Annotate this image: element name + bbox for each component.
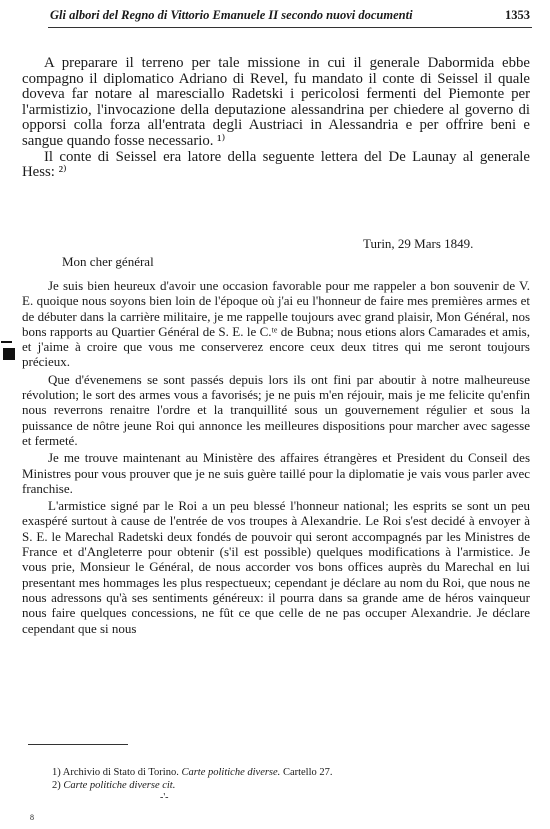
footnote-text: Cartello 27. — [282, 767, 333, 778]
letter-paragraph: Que d'évenemens se sont passés depuis lors ils ont fini par aboutir à notre malheureuse révolution; le sort des armes vous a favorisés; je ne puis m'en réjouir, mais je me felicite qu'enfin nous reverrons renaitre l'ordre et la tranquillité sous un gouvernement régulier et sous la puissance de nôtre jeune Roi qui annonce les meilleures dispositions pour marcher avec sagesse et fermeté. — [22, 371, 530, 448]
body-paragraph: Il conte di Seissel era latore della seguente lettera del De Launay al generale Hess: ²⁾ — [22, 148, 530, 181]
margin-mark — [0, 340, 18, 362]
footnote-text: Archivio di Stato di Torino. — [62, 767, 179, 778]
italian-body — [22, 56, 530, 181]
page-number: 1353 — [505, 8, 530, 22]
footnote-number: 1) — [52, 767, 61, 778]
running-title: Gli albori del Regno di Vittorio Emanuele II secondo nuovi documenti — [50, 8, 413, 22]
body-paragraph: A preparare il terreno per tale missione in cui il generale Dabormida ebbe compagno il diplomatico Adriano di Revel, fu mandato il conte di Seissel il quale doveva far notare al maresciallo Radetski i pericolosi fermenti del Piemonte per l'armistizio, l'invocazione della deputazione alessandrina per chiedere al governo di opporsi colla forza all'entrata degli Austriaci in Alessandria e per offrire beni e sangue quando fosse necessario. ¹⁾ — [22, 55, 530, 149]
french-letter — [22, 278, 530, 636]
letter-dateline: Turin, 29 Mars 1849. — [363, 236, 474, 251]
footnote-number: 2) — [52, 780, 61, 791]
footnote-text-italic: Carte politiche diverse. — [181, 767, 281, 778]
letter-salutation: Mon cher général — [62, 254, 154, 269]
letter-paragraph: Je suis bien heureux d'avoir une occasion favorable pour me rappeler a bon souvenir de V. E. quoique nous soyons bien loin de l'époque où j'ai eu l'honneur de faire mes premières armes et de débuter dans la carrière militaire, je me rappelle toujours avec grand plaisir, Mon Général, nos bons rapports au Quartier Général de S. E. le C.ᵗᵉ de Bubna; nous etions alors Camarades et amis, et j'aime à croire que vous me conserverez encore ceux deux titres qui me seront toujours précieux. — [22, 278, 530, 370]
margin-block — [3, 348, 15, 360]
footnotes — [52, 766, 333, 792]
footnote-2 — [52, 779, 333, 792]
signature-mark: 8 — [30, 813, 34, 822]
footnote-1 — [52, 766, 333, 779]
margin-dash — [1, 341, 12, 343]
running-header — [50, 8, 530, 24]
letter-paragraph: Je me trouve maintenant au Ministère des affaires étrangères et President du Conseil des Ministres pour vous prouver que je ne suis guère taillé pour la diplomatie je vais vous parler avec franchise. — [22, 450, 530, 496]
footnote-rule — [28, 744, 128, 745]
letter-paragraph: L'armistice signé par le Roi a un peu blessé l'honneur national; les esprits se sont un peu exaspéré surtout à cause de l'entrée de vos troupes à Alexandrie. Le Roi s'est decidé à envoyer à S. E. le Marechal Radetski deux fondés de pouvoir qui seront accompagnés par les Ministres de France et d'Angleterre pour obtenir (s'il est possible) quelques modifications à l'armistice. Je vous prie, Monsieur le Général, de nous accorder vos bons offices auprès du Marechal en lui presentant mes hommages les plus respectueux; cependant je déclare au nom du Roi, que nous ne nous adressons qu'à ses sentiments généreux: il pourra dans sa grande ame de héros vainqueur nous faire quelques concessions, ne fût ce que celle de ne pas occuper Alexandrie. Je déclare cependant que si nous — [22, 498, 530, 636]
footnote-text-italic: Carte politiche diverse cit. — [63, 780, 176, 791]
stray-glyph: -'- — [160, 792, 169, 803]
header-rule — [48, 27, 532, 28]
